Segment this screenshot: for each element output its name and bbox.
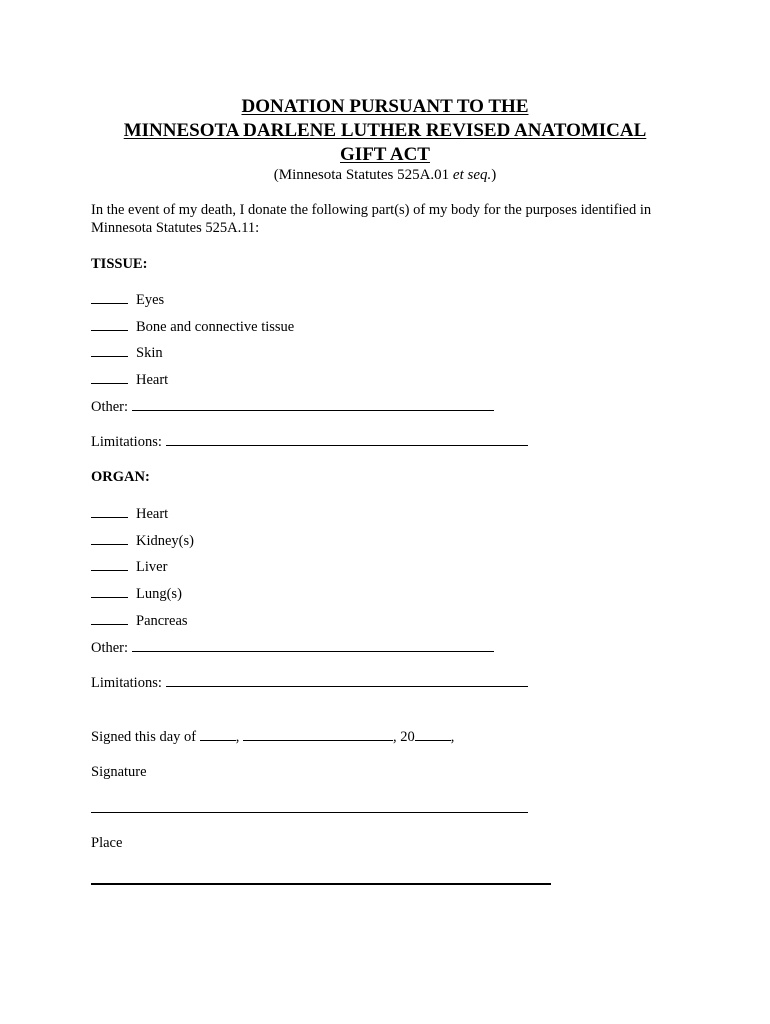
citation-suffix: ) [491, 167, 497, 183]
organ-other-field[interactable] [132, 638, 494, 652]
tissue-limitations-label: Limitations: [91, 434, 162, 450]
organ-pancreas-blank[interactable] [91, 611, 128, 625]
tissue-heart-blank[interactable] [91, 370, 128, 384]
tissue-item-bone [91, 317, 294, 337]
organ-item-kidney [91, 531, 194, 551]
signed-year-prefix: 20 [400, 729, 415, 745]
organ-heart-blank[interactable] [91, 504, 128, 518]
organ-liver-blank[interactable] [91, 557, 128, 571]
tissue-item-label: Heart [136, 372, 169, 388]
statute-citation [0, 165, 770, 185]
tissue-item-label: Skin [136, 345, 163, 361]
tissue-limitations-field[interactable] [166, 432, 528, 446]
organ-item-label: Liver [136, 559, 168, 575]
signed-month-field[interactable] [243, 727, 393, 741]
signed-prefix: Signed this day of [91, 729, 197, 745]
tissue-item-eyes [91, 290, 164, 310]
title-line-3: GIFT ACT [340, 144, 430, 165]
tissue-item-skin [91, 343, 163, 363]
signed-comma-2: , [393, 729, 397, 745]
tissue-item-heart [91, 370, 168, 390]
signature-label: Signature [91, 764, 147, 780]
organ-item-label: Lung(s) [136, 586, 182, 602]
tissue-item-label: Bone and connective tissue [136, 319, 295, 335]
title-line-1: DONATION PURSUANT TO THE [241, 96, 529, 117]
signed-day-field[interactable] [200, 727, 236, 741]
citation-italic: et seq. [452, 167, 492, 183]
tissue-bone-blank[interactable] [91, 317, 128, 331]
tissue-skin-blank[interactable] [91, 343, 128, 357]
intro-line-1: In the event of my death, I donate the following part(s) of my body for the purposes identified in [91, 202, 652, 218]
citation-prefix: (Minnesota Statutes 525A.01 [273, 167, 453, 183]
organ-item-label: Pancreas [136, 613, 188, 629]
tissue-item-label: Eyes [136, 292, 165, 308]
tissue-limitations-row [91, 432, 528, 452]
tissue-heading: TISSUE: [91, 256, 148, 272]
organ-limitations-row [91, 673, 528, 693]
organ-lung-blank[interactable] [91, 584, 128, 598]
place-line[interactable] [91, 883, 551, 885]
organ-limitations-label: Limitations: [91, 675, 162, 691]
signed-comma-3: , [450, 729, 455, 745]
organ-item-pancreas [91, 611, 188, 631]
signed-date-row [91, 727, 454, 747]
organ-item-liver [91, 557, 167, 577]
organ-other-row [91, 638, 494, 658]
organ-heading: ORGAN: [91, 469, 150, 485]
organ-item-heart [91, 504, 168, 524]
signed-comma-1: , [235, 729, 240, 745]
organ-item-label: Kidney(s) [136, 533, 194, 549]
tissue-other-row [91, 397, 494, 417]
organ-item-label: Heart [136, 506, 169, 522]
organ-item-lung [91, 584, 182, 604]
signature-line[interactable] [91, 812, 528, 813]
signed-year-field[interactable] [415, 727, 451, 741]
tissue-other-field[interactable] [132, 397, 494, 411]
title-line-2: MINNESOTA DARLENE LUTHER REVISED ANATOMICAL [123, 120, 647, 141]
tissue-other-label: Other: [91, 399, 129, 415]
organ-kidney-blank[interactable] [91, 531, 128, 545]
organ-other-label: Other: [91, 640, 129, 656]
intro-line-2: Minnesota Statutes 525A.11: [91, 220, 260, 236]
place-label: Place [91, 835, 123, 851]
tissue-eyes-blank[interactable] [91, 290, 128, 304]
organ-limitations-field[interactable] [166, 673, 528, 687]
